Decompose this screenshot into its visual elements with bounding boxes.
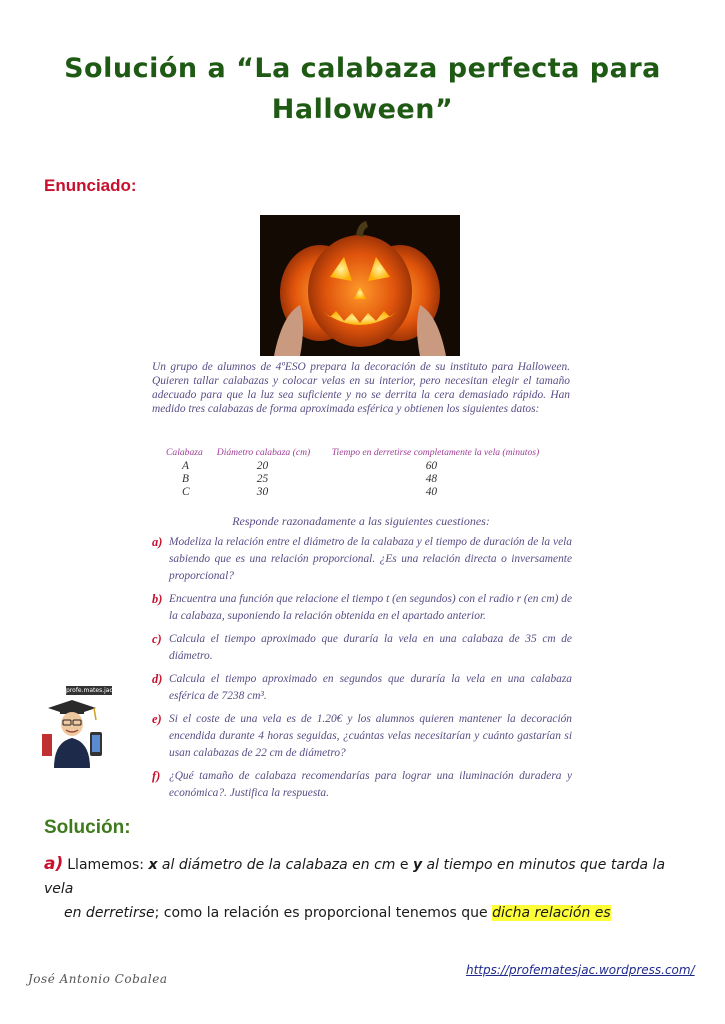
table-header-row <box>162 446 572 459</box>
website-link[interactable]: https://profematesjac.wordpress.com/ <box>466 963 695 977</box>
table-cell: 20 <box>256 459 269 472</box>
answer-text: en derretirse <box>64 905 155 921</box>
answer-line-2 <box>44 901 684 925</box>
answer-a <box>44 852 684 925</box>
question-item-e <box>152 711 572 762</box>
answer-letter: a) <box>44 854 64 874</box>
column-header: Diámetro calabaza (cm) <box>216 447 311 458</box>
question-item-c <box>152 631 572 665</box>
jack-o-lantern-icon <box>260 215 460 356</box>
table-cell: 48 <box>425 472 438 485</box>
question-letter: c) <box>152 632 162 646</box>
page-title-line-2: Halloween” <box>271 94 454 125</box>
teacher-avatar-icon <box>34 686 113 768</box>
table-row <box>162 485 572 498</box>
question-text: Calcula el tiempo aproximado que duraría la vela en una calabaza de 35 cm de diámetro. <box>169 633 572 662</box>
question-letter: e) <box>152 712 162 726</box>
table-cell: A <box>182 459 189 472</box>
instructions-text: Responde razonadamente a las siguientes cuestiones: <box>232 514 490 528</box>
avatar-tag: profe.mates.jac <box>66 687 113 694</box>
table-cell: C <box>182 485 190 498</box>
author-signature: José Antonio Cobalea <box>28 972 168 986</box>
problem-statement: Un grupo de alumnos de 4ºESO prepara la decoración de su instituto para Halloween. Quieren tallar calabazas y colocar velas en su interior, pero necesitan elegir el tamaño adecuado para que la luz sea suficiente y no se derrita la cera demasiado rápido. Han medido tres calabazas de forma aproximada esférica y obtienen los siguientes datos: <box>152 361 570 415</box>
answer-text: ; como la relación es proporcional tenemos que <box>154 905 493 921</box>
answer-line-1 <box>44 852 684 901</box>
question-text: Calcula el tiempo aproximado en segundos que duraría la vela en una calabaza esférica de 7238 cm³. <box>169 673 572 702</box>
highlighted-text: dicha relación es <box>492 905 611 921</box>
table-cell: 30 <box>256 485 269 498</box>
question-item-d <box>152 671 572 705</box>
question-item-f <box>152 768 572 802</box>
question-letter: f) <box>152 769 161 783</box>
column-header: Calabaza <box>166 447 203 458</box>
question-text: Encuentra una función que relacione el tiempo t (en segundos) con el radio r (en cm) de la calabaza, suponiendo la relación obtenida en el apartado anterior. <box>169 593 572 622</box>
table-row <box>162 459 572 472</box>
table-cell: 40 <box>425 485 438 498</box>
table-cell: 60 <box>425 459 438 472</box>
page-title <box>60 48 665 130</box>
enunciado-heading: Enunciado: <box>44 176 137 195</box>
teacher-avatar <box>34 686 113 768</box>
question-item-b <box>152 591 572 625</box>
table-row <box>162 472 572 485</box>
answer-text: al diámetro de la calabaza en cm <box>157 857 396 873</box>
questions-list <box>152 534 572 808</box>
column-header: Tiempo en derretirse completamente la vela (minutos) <box>331 447 540 458</box>
answer-text: al tiempo en minutos que tarda la vela <box>44 857 666 897</box>
variable-y: y <box>412 857 423 873</box>
question-text: ¿Qué tamaño de calabaza recomendarías para lograr una iluminación duradera y económica?. Justifica la respuesta. <box>169 770 572 799</box>
question-letter: d) <box>152 672 163 686</box>
pumpkin-image <box>260 215 460 356</box>
solucion-heading: Solución: <box>44 817 131 838</box>
table-cell: B <box>182 472 189 485</box>
page-title-line-1: Solución a “La calabaza perfecta para <box>64 53 661 84</box>
answer-text: e <box>395 857 413 873</box>
question-item-a <box>152 534 572 585</box>
question-text: Modeliza la relación entre el diámetro de la calabaza y el tiempo de duración de la vela sabiendo que es una relación proporcional. ¿Es una relación directa o inversamente proporcional? <box>169 536 572 582</box>
variable-x: x <box>148 857 158 873</box>
table-cell: 25 <box>256 472 269 485</box>
question-letter: b) <box>152 592 163 606</box>
question-letter: a) <box>152 535 163 549</box>
data-table <box>162 446 572 498</box>
question-text: Si el coste de una vela es de 1.20€ y los alumnos quieren mantener la decoración encendida durante 4 horas seguidas, ¿cuántas velas necesitarían y cuánto gastarían si usan calabazas de 22 cm de diámetro? <box>169 713 572 759</box>
answer-text: Llamemos: <box>67 857 149 873</box>
